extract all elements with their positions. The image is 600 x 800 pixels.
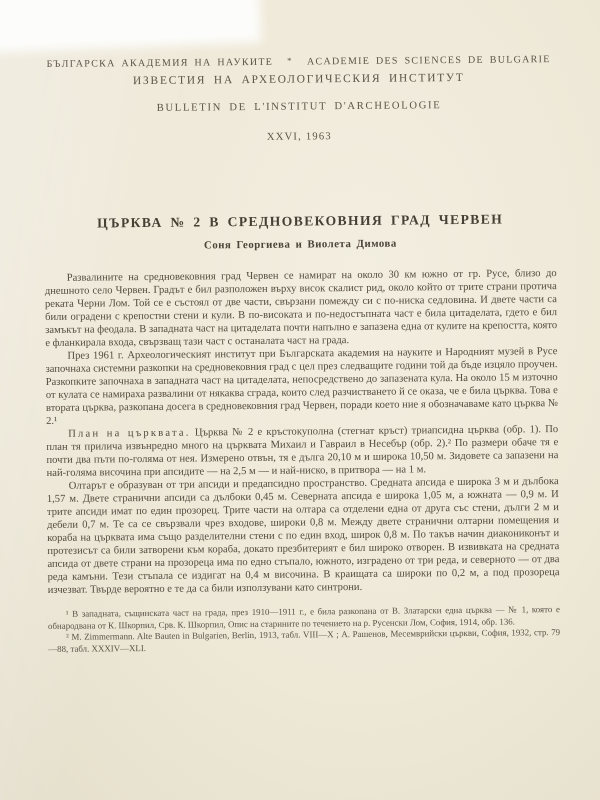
paragraph-3: [46, 423, 558, 480]
volume-year: XXVI, 1963: [266, 131, 332, 143]
academy-name-bulgarian: БЪЛГАРСКА АКАДЕМИЯ НА НАУКИТЕ: [46, 56, 274, 70]
scan-edge-artifact: [0, 0, 253, 45]
bulletin-title-french: BULLETIN DE L'INSTITUT D'ARCHEOLOGIE: [156, 100, 442, 114]
paragraph-4: [47, 475, 560, 597]
academy-line: [43, 53, 555, 70]
journal-header: [43, 53, 556, 145]
paragraph-1-text: Развалините на средновековния град Червен се намират на около 30 км южно от гр. Русе, близо до днешното село Червен. Градът е бил разположен върху висок скалист рид, около който от трите страни протича реката Черни Лом. Той се е състоял от две части, свързани помежду си с по-ниска седловина. И двете части са били оградени с крепостни стени и кули. В по-високата и по-недостъпната част е била цитаделата, гдето е бил замъкът на феодала. В западната част на цитаделата почти напълно е запазена една от кулите на крепостта, която е фланкирала входа, свързващ тази част с останалата част на града.: [44, 268, 558, 349]
paragraph-2: [45, 345, 558, 428]
footnote-1: ¹ В западната, същинската част на града, през 1910—1911 г., е била разкопана от В. Златарски една църква — № 1, която е обнародвана от К. Шкорпил, Срв. К. Шкорпил, Опис на старините по течението на р. Русенски Лом, София, 1914, обр. 136.: [47, 604, 560, 631]
paragraph-2-text: През 1961 г. Археологическият институт при Българската академия на науките и Народният музей в Русе започнаха системни разкопки на средновековния град с цел през следващите години той да бъде изцяло проучен. Разкопките започнаха в западната част на цитаделата, непосредствено до запазената кула. На около 15 м източно от кулата се намираха развалини от някаква сграда, които след разчистването й се оказа, че е била църква. Това е втората църква, разкопана досега в средновековния град Червен, поради което ние я обозначаваме като църква № 2.¹: [45, 346, 558, 427]
paragraph-3-text: Църква № 2 е кръстокуполна (стегнат кръст) триапсидна църква (обр. 1). По план тя прилича извънредно много на църквата Михаил и Гавраил в Несебър (обр. 2).² По размери обаче тя е почти два пъти по-голяма от нея. Измерено отвън, тя е дълга 20,10 м и широка 10,50 м. Зидовете са запазени на най-голяма височина при апсидите — на 2,5 м — и най-ниско, в притвора — на 1 м.: [46, 424, 559, 479]
bulletin-title-bulgarian: ИЗВЕСТИЯ НА АРХЕОЛОГИЧЕСКИЯ ИНСТИТУТ: [132, 71, 465, 88]
footnote-2: ² M. Zimmermann. Alte Bauten in Bulgarien, Berlin, 1913, табл. VIII—X ; А. Рашенов, Месемврийски църкви, София, 1932, стр. 79—88, табл. XXXIV—XLI.: [48, 627, 561, 654]
article-authors: Соня Георгиева и Виолета Димова: [203, 237, 397, 252]
article-body: [45, 267, 560, 597]
paragraph-1: [45, 267, 558, 350]
page-content: [43, 53, 561, 655]
footnotes-block: [48, 604, 560, 655]
star-separator-icon: *: [287, 55, 294, 66]
paragraph-3-lead: План на църквата.: [68, 427, 191, 440]
paragraph-4-text: Олтарът е образуван от три апсиди и предапсидно пространство. Средната апсида е широка 3 м и дълбока 1,57 м. Двете странични апсиди са дълбоки 0,45 м. Северната апсида е широка 1,05 м, а южната — 0,9 м. И трите апсиди имат по един прозорец. Трите части на олтара са отделени една от друга със стени, дълги 2 м и дебели 0,7 м. Те са се свързвали чрез входове, широки 0,8 м. Между двете странични олтарни помещения и кораба на църквата има също разделителни стени с по един вход, широк 0,8 м. По такъв начин диакониконът и протезисът са били затворени към кораба, докато презбитерият е бил широко отворен. В извивката на средната апсида от двете страни на прозореца има по едно стъпало, южното, изградено от три реда, и северното — от два реда камъни. Тези стъпала се издигат на 0,4 м височина. В краищата са широки по 0,2 м, а под прозореца изчезват. Твърде вероятно е те да са били използувани като синтрони.: [46, 476, 560, 596]
academy-name-french: ACADEMIE DES SCIENCES DE BULGARIE: [306, 54, 551, 68]
article-title: ЦЪРКВА № 2 В СРЕДНОВЕКОВНИЯ ГРАД ЧЕРВЕН: [97, 211, 504, 231]
